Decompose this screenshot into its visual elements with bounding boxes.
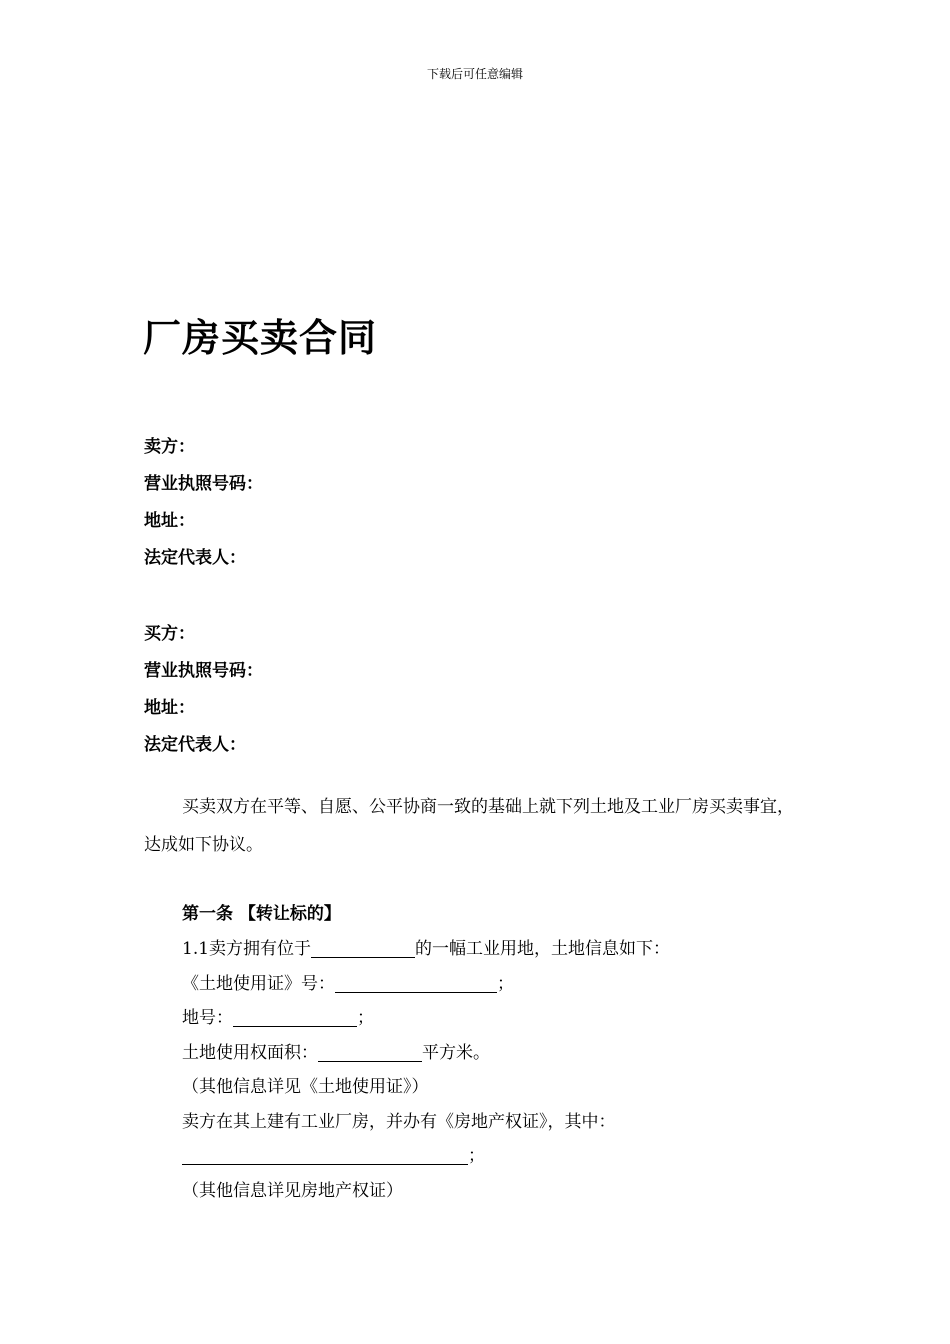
building-text: 卖方在其上建有工业厂房，并办有《房地产权证》，其中： (182, 1111, 616, 1132)
land-area-label: 土地使用权面积： (182, 1042, 318, 1063)
land-location-blank[interactable] (311, 939, 415, 958)
building-end: ； (468, 1146, 485, 1166)
seller-label: 卖方： (144, 437, 195, 457)
seller-license-label: 营业执照号码： (144, 474, 263, 494)
land-area-line (182, 1036, 822, 1071)
land-area-unit: 平方米。 (422, 1042, 490, 1063)
buyer-license-label: 营业执照号码： (144, 661, 263, 681)
buyer-label: 买方： (144, 624, 195, 644)
land-location-line (182, 932, 822, 967)
lot-number-line (182, 1001, 822, 1036)
document-title: 厂房买卖合同 (143, 316, 378, 360)
land-cert-blank[interactable] (335, 974, 497, 993)
buyer-address-label: 地址： (144, 698, 195, 718)
seller-info (144, 429, 263, 577)
header-note: 下载后可任意编辑 (426, 67, 523, 81)
land-cert-label: 《土地使用证》号： (182, 973, 335, 994)
land-area-blank[interactable] (318, 1043, 422, 1062)
seller-representative-label: 法定代表人： (144, 548, 246, 568)
intro-paragraph: 买卖双方在平等、自愿、公平协商一致的基础上就下列土地及工业厂房买卖事宜，达成如下协议。 (144, 797, 794, 855)
land-location-suffix: 的一幅工业用地，土地信息如下： (415, 939, 671, 959)
building-note: （其他信息详见房地产权证） (182, 1180, 403, 1201)
land-location-prefix: 1.1卖方拥有位于 (182, 939, 312, 959)
lot-number-end: ； (357, 1008, 374, 1028)
lot-number-blank[interactable] (233, 1008, 357, 1027)
buyer-representative-label: 法定代表人： (144, 735, 246, 755)
lot-number-label: 地号： (182, 1008, 233, 1028)
building-blank-line (182, 1139, 822, 1174)
building-blank[interactable] (182, 1146, 468, 1165)
seller-address-label: 地址： (144, 511, 195, 531)
article-1-heading: 第一条 【转让标的】 (182, 904, 341, 924)
land-cert-end: ； (497, 973, 514, 994)
land-note: （其他信息详见《土地使用证》） (182, 1077, 429, 1097)
article-1 (182, 896, 822, 1208)
buyer-info (144, 616, 263, 764)
land-cert-line (182, 967, 822, 1002)
